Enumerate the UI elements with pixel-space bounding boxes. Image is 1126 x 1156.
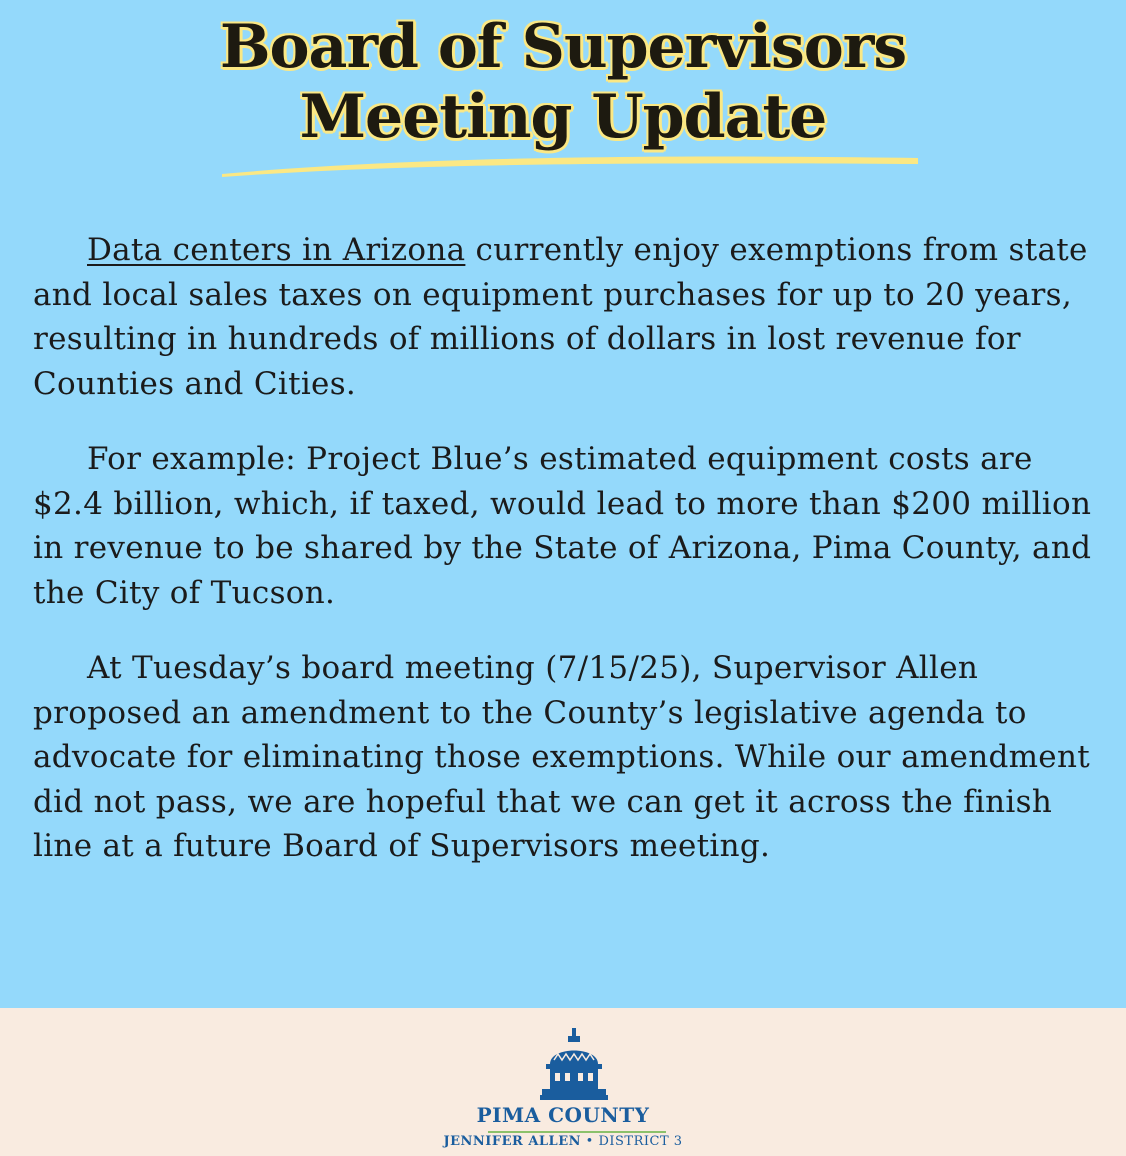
data-centers-link[interactable]: Data centers in Arizona [87, 232, 466, 268]
title-line-1: Board of Supervisors [219, 12, 907, 82]
courthouse-dome-icon [540, 1028, 608, 1102]
organization-name: PIMA COUNTY [476, 1103, 650, 1127]
supervisor-name: JENNIFER ALLEN [443, 1134, 581, 1149]
paragraph-2: For example: Project Blue’s estimated equipment costs are $2.4 billion, which, if taxed, would lead to more than $200 million in revenue to be shared by the State of Arizona, Pima County, and the City of Tucson. [33, 441, 1092, 611]
district-label: DISTRICT 3 [598, 1134, 683, 1149]
title-swoosh-decoration [220, 150, 920, 180]
footer-divider [488, 1131, 666, 1133]
paragraph-1 [33, 228, 1108, 406]
paragraph-3: At Tuesday’s board meeting (7/15/25), Supervisor Allen proposed an amendment to the County’s legislative agenda to advocate for eliminating those exemptions. While our amendment did not pass, we are hopeful that we can get it across the finish line at a future Board of Supervisors meeting. [33, 650, 1090, 864]
footer [0, 1008, 1126, 1156]
title-line-2: Meeting Update [299, 82, 827, 152]
separator-dot: • [585, 1134, 594, 1149]
paragraph-1-text: currently enjoy exemptions from state and local sales taxes on equipment purchases for up to 20 years, resulting in hundreds of millions of dollars in lost revenue for Counties and Cities. [33, 232, 1088, 402]
main-content [33, 228, 1108, 900]
footer-subtitle [0, 1134, 1126, 1149]
page-title [0, 12, 1126, 152]
